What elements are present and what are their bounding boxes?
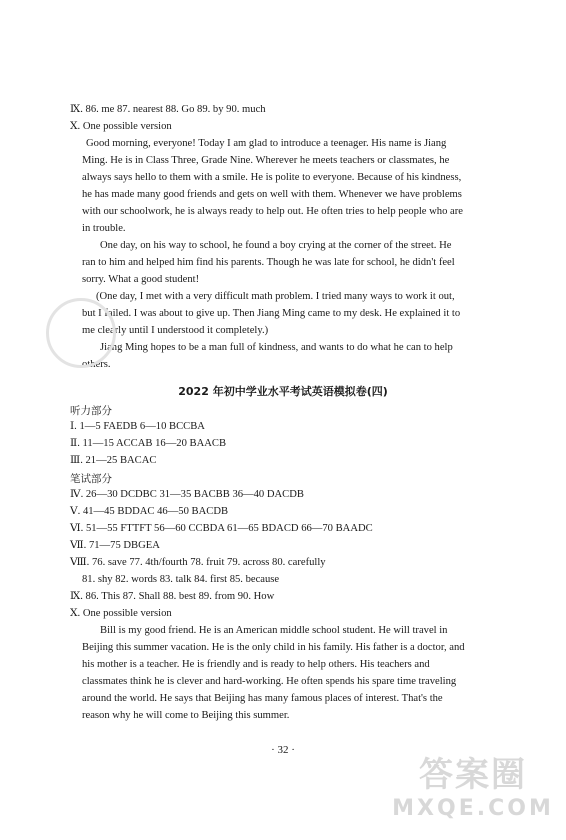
essay2-line: classmates think he is clever and hard-working. He often spends his spare time traveling bbox=[82, 676, 457, 687]
essay1-line: others. bbox=[82, 359, 111, 370]
answer-line: Ⅴ. 41—45 BDDAC 46—50 BACDB bbox=[70, 506, 229, 517]
essay1-line: sorry. What a good student! bbox=[82, 274, 200, 285]
answer-line: Ⅱ. 11—15 ACCAB 16—20 BAACB bbox=[70, 438, 227, 449]
answer-line: Ⅷ. 76. save 77. 4th/fourth 78. fruit 79. across 80. carefully bbox=[70, 557, 326, 568]
essay1-line: One day, on his way to school, he found a boy crying at the corner of the street. He bbox=[100, 240, 452, 251]
essay1-line: always says hello to them with a smile. He is polite to everyone. Because of his kindness, bbox=[82, 172, 462, 183]
page-number: · 32 · bbox=[271, 744, 295, 756]
answer-line: Ⅸ. 86. This 87. Shall 88. best 89. from 90. How bbox=[70, 591, 275, 602]
faint-stamp-mark bbox=[46, 298, 116, 368]
answer-line: Ⅳ. 26—30 DCDBC 31—35 BACBB 36—40 DACDB bbox=[70, 489, 304, 500]
exam-title: 2022 年初中学业水平考试英语模拟卷(四) bbox=[178, 385, 388, 398]
essay1-line: Ming. He is in Class Three, Grade Nine. Wherever he meets teachers or classmates, he bbox=[82, 155, 450, 166]
essay1-line: Good morning, everyone! Today I am glad to introduce a teenager. His name is Jiang bbox=[86, 138, 447, 149]
essay1-line: Jiang Ming hopes to be a man full of kindness, and wants to do what he can to help bbox=[100, 342, 453, 353]
essay2-line: reason why he will come to Beijing this summer. bbox=[82, 710, 290, 721]
written-label: 笔试部分 bbox=[70, 473, 112, 485]
answer-line: Ⅲ. 21—25 BACAC bbox=[70, 455, 157, 466]
essay1-line: ran to him and helped him find his parents. Though he was late for school, he didn't feel bbox=[82, 257, 455, 268]
listening-label: 听力部分 bbox=[70, 405, 112, 417]
answer-line: Ⅵ. 51—55 FTTFT 56—60 CCBDA 61—65 BDACD 66—70 BAADC bbox=[70, 523, 373, 534]
answer-line: Ⅰ. 1—5 FAEDB 6—10 BCCBA bbox=[70, 421, 205, 432]
essay1-line: he has made many good friends and gets on well with them. Whenever we have problems bbox=[82, 189, 462, 200]
essay1-line: me clearly until I understood it completely.) bbox=[82, 325, 269, 336]
watermark-cn: 答案圈 bbox=[419, 755, 527, 795]
answer-line: 81. shy 82. words 83. talk 84. first 85. because bbox=[82, 574, 280, 585]
essay1-line: in trouble. bbox=[82, 223, 126, 234]
essay2-line: his mother is a teacher. He is friendly and is ready to help others. His teachers and bbox=[82, 659, 430, 670]
watermark-logo bbox=[388, 754, 558, 834]
essay2-line: Bill is my good friend. He is an American middle school student. He will travel in bbox=[100, 625, 448, 636]
watermark-en: MXQE.COM bbox=[392, 796, 554, 821]
essay1-line: (One day, I met with a very difficult math problem. I tried many ways to work it out, bbox=[96, 291, 455, 302]
essay2-line: Beijing this summer vacation. He is the only child in his family. His father is a doctor, and bbox=[82, 642, 465, 653]
essay1-line: with our schoolwork, he is always ready to help out. He often tries to help people who are bbox=[82, 206, 463, 217]
essay2-line: around the world. He says that Beijing has many famous places of interest. That's the bbox=[82, 693, 443, 704]
answer-line: Ⅹ. One possible version bbox=[70, 608, 172, 619]
answer-line: Ⅶ. 71—75 DBGEA bbox=[70, 540, 160, 551]
ix-answers: Ⅸ. 86. me 87. nearest 88. Go 89. by 90. much bbox=[70, 104, 266, 115]
essay1-line: but I failed. I was about to give up. Then Jiang Ming came to my desk. He explained it to bbox=[82, 308, 461, 319]
x-heading: Ⅹ. One possible version bbox=[70, 121, 172, 132]
